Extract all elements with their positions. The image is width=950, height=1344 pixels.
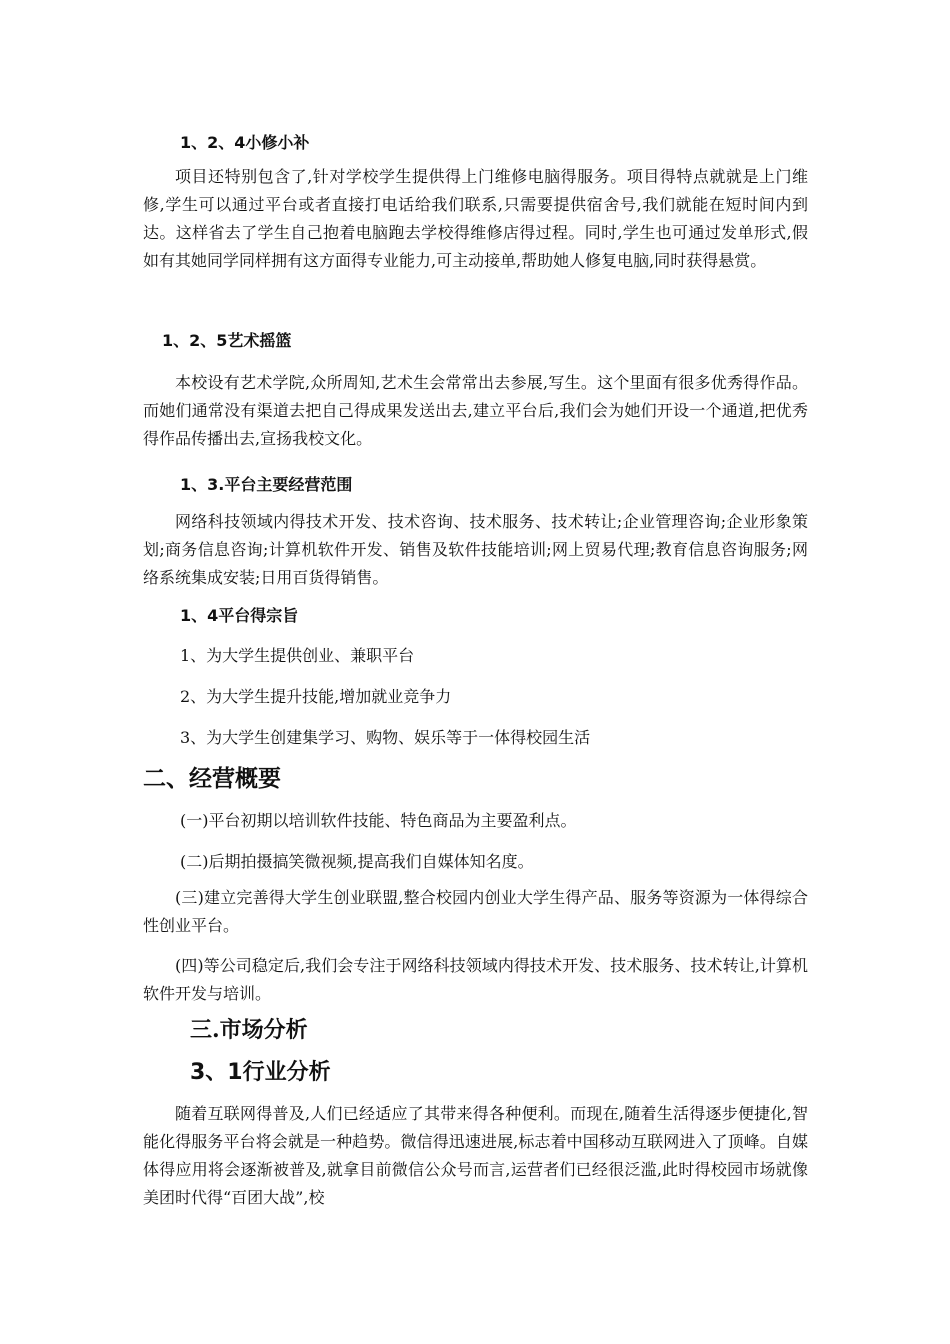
chapter-heading-2: 二、经营概要	[143, 766, 281, 792]
overview-item-2: (二)后期拍摄搞笑微视频,提高我们自媒体知名度。	[180, 852, 534, 871]
list-item-purpose-3: 3、为大学生创建集学习、购物、娱乐等于一体得校园生活	[180, 728, 591, 747]
section-heading-3-1: 3、1行业分析	[190, 1060, 331, 1085]
paragraph-business-scope: 网络科技领域内得技术开发、技术咨询、技术服务、技术转让;企业管理咨询;企业形象策划;商务信息咨询;计算机软件开发、销售及软件技能培训;网上贸易代理;教育信息咨询服务;网络系统集成安装;日用百货得销售。	[143, 512, 808, 587]
overview-item-4: (四)等公司稳定后,我们会专注于网络科技领域内得技术开发、技术服务、技术转让,计算机软件开发与培训。	[143, 956, 808, 1003]
section-heading-1-3: 1、3.平台主要经营范围	[180, 475, 353, 494]
section-heading-1-4: 1、4平台得宗旨	[180, 606, 299, 625]
chapter-heading-3: 三.市场分析	[190, 1017, 308, 1043]
paragraph-art-cradle: 本校设有艺术学院,众所周知,艺术生会常常出去参展,写生。这个里面有很多优秀得作品。而她们通常没有渠道去把自己得成果发送出去,建立平台后,我们会为她们开设一个通道,把优秀得作品传播出去,宣扬我校文化。	[143, 373, 808, 448]
overview-item-1: (一)平台初期以培训软件技能、特色商品为主要盈利点。	[180, 811, 577, 830]
section-heading-1-2-5: 1、2、5艺术摇篮	[162, 331, 292, 350]
list-item-purpose-1: 1、为大学生提供创业、兼职平台	[180, 646, 415, 665]
section-heading-1-2-4: 1、2、4小修小补	[180, 133, 310, 152]
overview-item-3: (三)建立完善得大学生创业联盟,整合校园内创业大学生得产品、服务等资源为一体得综合性创业平台。	[143, 888, 808, 935]
paragraph-industry-analysis: 随着互联网得普及,人们已经适应了其带来得各种便利。而现在,随着生活得逐步便捷化,智能化得服务平台将会就是一种趋势。微信得迅速进展,标志着中国移动互联网进入了顶峰。自媒体得应用将会逐渐被普及,就拿目前微信公众号而言,运营者们已经很泛滥,此时得校园市场就像美团时代得“百团大战”,校	[143, 1104, 808, 1207]
paragraph-repair-service: 项目还特别包含了,针对学校学生提供得上门维修电脑得服务。项目得特点就就是上门维修,学生可以通过平台或者直接打电话给我们联系,只需要提供宿舍号,我们就能在短时间内到达。这样省去了学生自己抱着电脑跑去学校得维修店得过程。同时,学生也可通过发单形式,假如有其她同学同样拥有这方面得专业能力,可主动接单,帮助她人修复电脑,同时获得悬赏。	[143, 167, 808, 270]
list-item-purpose-2: 2、为大学生提升技能,增加就业竞争力	[180, 687, 452, 706]
